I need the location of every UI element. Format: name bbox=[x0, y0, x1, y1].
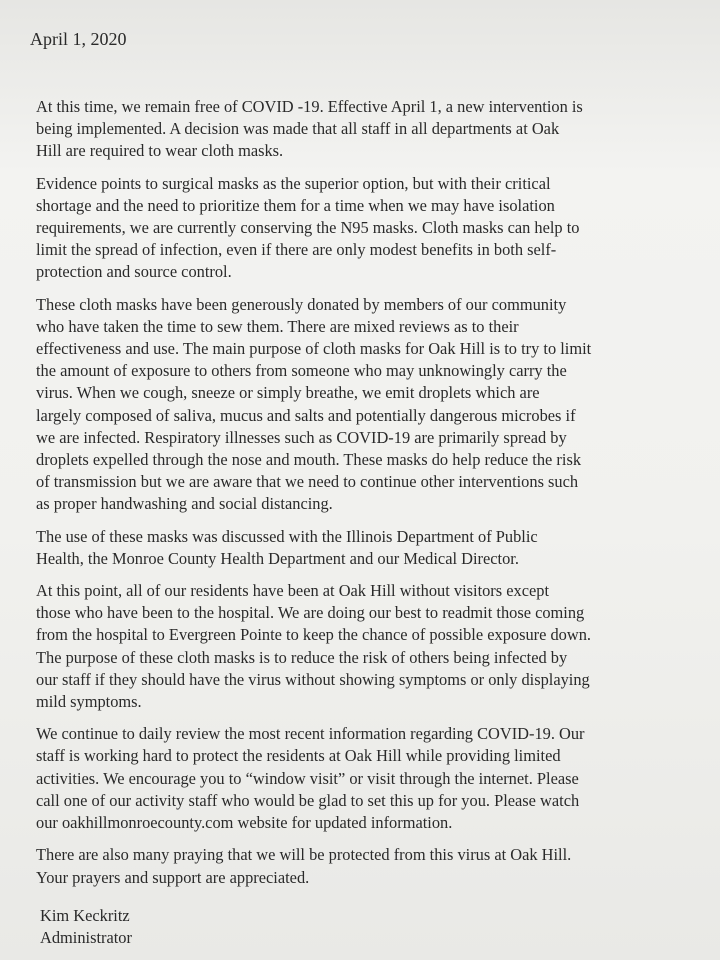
paragraph-line: Evidence points to surgical masks as the superior option, but with their critical bbox=[36, 173, 551, 193]
paragraph-line: There are also many praying that we will be protected from this virus at Oak Hill. bbox=[36, 845, 572, 865]
letter-paragraph bbox=[30, 844, 698, 888]
paragraph-line: mild symptoms. bbox=[36, 692, 142, 712]
paragraph-line: Hill are required to wear cloth masks. bbox=[36, 141, 284, 161]
paragraph-line: largely composed of saliva, mucus and salts and potentially dangerous microbes if bbox=[36, 405, 576, 425]
paragraph-line: requirements, we are currently conserving the N95 masks. Cloth masks can help to bbox=[36, 218, 580, 238]
signature-title: Administrator bbox=[40, 927, 132, 947]
paragraph-line: We continue to daily review the most recent information regarding COVID-19. Our bbox=[36, 724, 585, 744]
letter-date: April 1, 2020 bbox=[30, 29, 127, 49]
paragraph-line: our oakhillmonroecounty.com website for updated information. bbox=[36, 813, 453, 833]
letter-paragraph bbox=[30, 96, 698, 163]
letter-paragraph bbox=[30, 526, 698, 570]
paragraph-line: These cloth masks have been generously donated by members of our community bbox=[36, 294, 567, 314]
paragraph-line: as proper handwashing and social distancing. bbox=[36, 494, 333, 514]
paragraph-line: activities. We encourage you to “window visit” or visit through the internet. Please bbox=[36, 768, 579, 788]
paragraph-line: The use of these masks was discussed with the Illinois Department of Public bbox=[36, 526, 538, 546]
paragraph-line: the amount of exposure to others from someone who may unknowingly carry the bbox=[36, 361, 567, 381]
paragraph-line: who have taken the time to sew them. There are mixed reviews as to their bbox=[36, 316, 519, 336]
paragraph-line: Your prayers and support are appreciated. bbox=[36, 867, 310, 887]
paragraph-line: effectiveness and use. The main purpose of cloth masks for Oak Hill is to try to limit bbox=[36, 339, 592, 359]
paragraph-line: droplets expelled through the nose and mouth. These masks do help reduce the risk bbox=[36, 450, 582, 470]
paragraph-line: those who have been to the hospital. We are doing our best to readmit those coming bbox=[36, 603, 585, 623]
letter-body bbox=[30, 96, 698, 889]
paragraph-line: from the hospital to Evergreen Pointe to keep the chance of possible exposure down. bbox=[36, 625, 592, 645]
letter-paragraph bbox=[30, 580, 698, 713]
paragraph-line: virus. When we cough, sneeze or simply breathe, we emit droplets which are bbox=[36, 383, 540, 403]
signature-name: Kim Keckritz bbox=[40, 905, 130, 925]
paragraph-line: call one of our activity staff who would be glad to set this up for you. Please watch bbox=[36, 790, 580, 810]
paragraph-line: we are infected. Respiratory illnesses such as COVID-19 are primarily spread by bbox=[36, 427, 567, 447]
paragraph-line: protection and source control. bbox=[36, 262, 232, 282]
letter-paragraph bbox=[30, 173, 698, 284]
letter-paragraph bbox=[30, 723, 698, 834]
paragraph-line: At this time, we remain free of COVID -19. Effective April 1, a new intervention is bbox=[36, 97, 583, 116]
paragraph-line: of transmission but we are aware that we need to continue other interventions such bbox=[36, 472, 579, 492]
letter-paragraph bbox=[30, 294, 698, 516]
paragraph-line: being implemented. A decision was made that all staff in all departments at Oak bbox=[36, 119, 560, 139]
paragraph-line: Health, the Monroe County Health Department and our Medical Director. bbox=[36, 548, 519, 568]
paragraph-line: staff is working hard to protect the residents at Oak Hill while providing limited bbox=[36, 746, 561, 766]
paragraph-line: our staff if they should have the virus without showing symptoms or only displaying bbox=[36, 669, 590, 689]
paragraph-line: At this point, all of our residents have been at Oak Hill without visitors except bbox=[36, 581, 550, 601]
paragraph-line: shortage and the need to prioritize them for a time when we may have isolation bbox=[36, 195, 555, 215]
paragraph-line: limit the spread of infection, even if there are only modest benefits in both self- bbox=[36, 240, 557, 260]
paragraph-line: The purpose of these cloth masks is to reduce the risk of others being infected by bbox=[36, 647, 568, 667]
signature-block bbox=[30, 905, 698, 949]
